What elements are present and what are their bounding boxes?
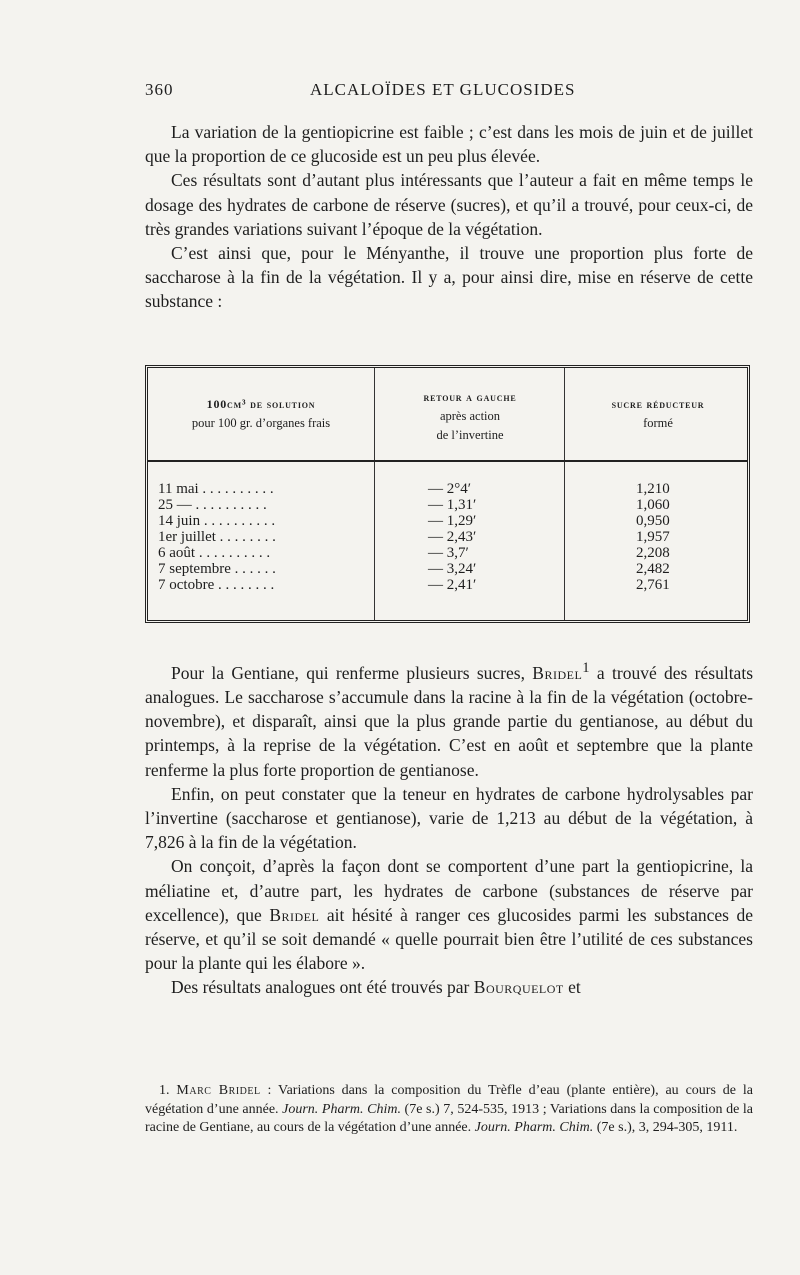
text-run: : Variations dans la composition du Trèfle d’eau (plante entière), au cours de la végétation d’une année.	[145, 1083, 753, 1117]
footnote-ref[interactable]: 1	[582, 660, 590, 676]
paragraph: C’est ainsi que, pour le Ményanthe, il trouve une proportion plus forte de saccharose à la fin de la végétation. Il y a, pour ainsi dire, mise en réserve de cette substance :	[145, 243, 753, 312]
paragraph: Enfin, on peut constater que la teneur en hydrates de carbone hydrolysables par l’invertine (saccharose et gentianose), varie de 1,213 au début de la végétation, à 7,826 à la fin de la végétation.	[145, 783, 753, 853]
text-run: Pour la Gentiane, qui renferme plusieurs sucres,	[171, 662, 533, 683]
cell-sucre: 1,957	[636, 529, 670, 545]
cell-retour: — 2,43′	[428, 529, 477, 545]
cell-sucre: 2,761	[636, 577, 670, 593]
cell-retour: — 2°4′	[428, 481, 472, 497]
header-sub: formé	[643, 416, 673, 430]
header-main: 100cm³ de solution	[206, 397, 316, 411]
header-sub: de l’invertine	[436, 428, 504, 442]
cell-date: 25 — . . . . . . . . . .	[158, 497, 267, 513]
data-table	[145, 365, 750, 623]
cell-sucre: 0,950	[636, 513, 670, 529]
footnote-author: Marc Bridel	[176, 1083, 261, 1098]
table-row	[148, 481, 747, 497]
table-header-solution	[148, 395, 374, 433]
text-run: ait hésité à ranger ces glucosides parmi les substances de réserve, et qu’il se soit demandé « quelle pourrait bien être l’utilité de ces substances pour la plante qui les élabore ».	[145, 904, 753, 974]
header-sub: pour 100 gr. d’organes frais	[191, 416, 331, 430]
body-text-top	[145, 120, 753, 314]
paragraph: Ces résultats sont d’autant plus intéressants que l’auteur a fait en même temps le dosage des hydrates de carbone de réserve (sucres), et qu’il a trouvé, pour ceux-ci, de très grandes variations suivant l’époque de la végétation.	[145, 170, 753, 239]
footnote	[145, 1082, 753, 1138]
paragraph: La variation de la gentiopicrine est faible ; c’est dans les mois de juin et de juillet que la proportion de ce glucoside est un peu plus élevée.	[145, 122, 753, 167]
table-header-retour	[376, 388, 564, 445]
text-run: (7e s.), 3, 294-305, 1911.	[593, 1120, 738, 1135]
cell-date: 7 octobre . . . . . . . .	[158, 577, 275, 593]
table-body	[148, 481, 747, 593]
text-run: On conçoit, d’après la façon dont se comportent d’une part la gentiopicrine, la méliatine et, d’autre part, les hydrates de carbone (substances de réserve par excellence), que	[145, 856, 753, 925]
text-run: (7e s.) 7, 524-535, 1913 ; Variations dans la composition de la racine de Gentiane, au cours de la végétation d’une année.	[145, 1101, 753, 1135]
table-row	[148, 497, 747, 513]
paragraph	[145, 975, 753, 999]
paragraph	[145, 656, 753, 782]
journal-title: Journ. Pharm. Chim.	[474, 1120, 594, 1135]
table-row	[148, 545, 747, 561]
cell-retour: — 1,29′	[428, 513, 477, 529]
author-name: Bridel	[532, 662, 583, 683]
cell-sucre: 2,208	[636, 545, 670, 561]
cell-sucre: 1,210	[636, 481, 670, 497]
table-header-rule	[148, 460, 747, 462]
running-title: ALCALOÏDES ET GLUCOSIDES	[310, 80, 576, 99]
cell-date: 1er juillet . . . . . . . .	[158, 529, 276, 545]
table-row	[148, 561, 747, 577]
paragraph	[145, 854, 753, 975]
table-row	[148, 529, 747, 545]
cell-sucre: 1,060	[636, 497, 670, 513]
cell-date: 7 septembre . . . . . .	[158, 561, 276, 577]
table-header-sucre	[566, 395, 750, 433]
cell-date: 6 août . . . . . . . . . .	[158, 545, 271, 561]
header-main: sucre réducteur	[611, 397, 705, 411]
journal-title: Journ. Pharm. Chim.	[282, 1101, 401, 1117]
cell-retour: — 3,7′	[428, 545, 469, 561]
author-name: Bridel	[269, 904, 320, 925]
footnote-number: 1.	[159, 1083, 170, 1098]
text-run: Des résultats analogues ont été trouvés par	[171, 977, 474, 998]
table-row	[148, 577, 747, 593]
page-number: 360	[145, 80, 174, 99]
author-name: Bourquelot	[473, 977, 564, 998]
cell-date: 14 juin . . . . . . . . . .	[158, 513, 276, 529]
cell-date: 11 mai . . . . . . . . . .	[158, 481, 274, 497]
text-run: et	[563, 977, 581, 998]
cell-retour: — 1,31′	[428, 497, 477, 513]
text-run: a trouvé des résultats analogues. Le saccharose s’accumule dans la racine à la fin de la végétation (octobre-novembre), et disparaît, ainsi que la plus grande partie du gentianose, au début du printemps, à la reprise de la végétation. C’est en août et septembre que la plante renferme la plus forte proportion de gentianose.	[145, 662, 753, 780]
cell-retour: — 3,24′	[428, 561, 477, 577]
header-main: retour a gauche	[423, 390, 517, 404]
header-sub: après action	[439, 409, 501, 423]
table-row	[148, 513, 747, 529]
cell-retour: — 2,41′	[428, 577, 477, 593]
cell-sucre: 2,482	[636, 561, 670, 577]
footnote-text	[145, 1082, 753, 1138]
body-text-bottom	[145, 656, 753, 1000]
